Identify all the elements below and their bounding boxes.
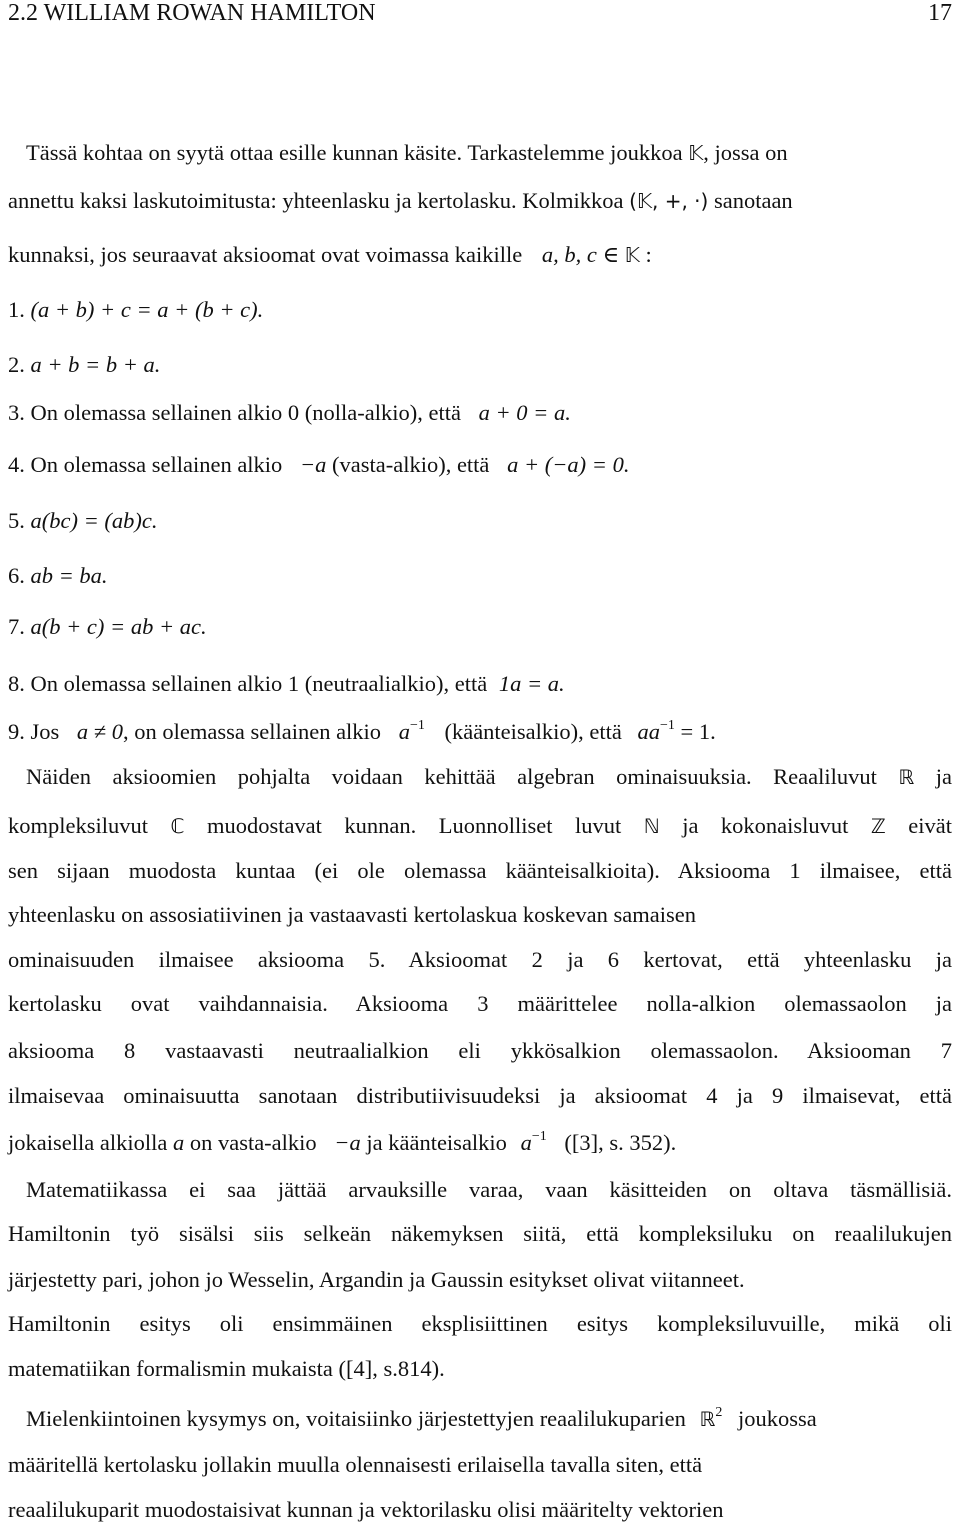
para1-line-5: ominaisuuden ilmaisee aksiooma 5. Aksioomat 2 ja 6 kertovat, että yhteenlasku ja (8, 947, 952, 972)
para2-line-5: matematiikan formalismin mukaista ([4], s.814). (8, 1356, 445, 1381)
axiom-formula: 1a = a. (498, 671, 565, 696)
axiom-8: 8. On olemassa sellainen alkio 1 (neutraalialkio), että 1a = a. (8, 671, 565, 696)
complex-symbol: ℂ (170, 814, 185, 838)
forall-vars: a, b, c (541, 242, 597, 267)
para1-line-4: yhteenlasku on assosiatiivinen ja vastaavasti kertolaskua koskevan samaisen (8, 902, 696, 927)
para1-line-9: jokaisella alkiolla a on vasta-alkio −a ja käänteisalkio $a^{-1}$ ([3], s. 352). (8, 1129, 677, 1155)
para1-line-7: aksiooma 8 vastaavasti neutraalialkion eli ykkösalkion olemassaolon. Aksiooman 7 (8, 1038, 952, 1063)
axiom-6: 6. ab = ba. (8, 563, 108, 588)
naturals-symbol: ℕ (643, 814, 660, 838)
axiom-1: 1. (a + b) + c = a + (b + c). (8, 297, 264, 322)
field-symbol: 𝕂 (688, 141, 704, 165)
intro-line-1: Tässä kohtaa on syytä ottaa esille kunnan käsite. Tarkastelemme joukkoa 𝕂, jossa on (26, 140, 788, 165)
axiom-formula: a + b = b + a. (30, 352, 161, 377)
para2-line-1: Matematiikassa ei saa jättää arvauksille varaa, vaan käsitteiden on oltava täsmällisiä. (26, 1177, 952, 1202)
axiom-formula: ab = ba. (30, 563, 108, 588)
intro-line-2: annettu kaksi laskutoimitusta: yhteenlasku ja kertolasku. Kolmikkoa (𝕂, +, ·) sanotaan (8, 188, 793, 213)
para1-line-1: Näiden aksioomien pohjalta voidaan kehittää algebran ominaisuuksia. Reaaliluvut ℝ ja (26, 764, 952, 789)
page-number: 17 (928, 0, 952, 26)
para2-line-2: Hamiltonin työ sisälsi siis selkeän näkemyksen siitä, että kompleksiluku on reaalilukujen (8, 1221, 952, 1246)
para3-line-3: reaalilukuparit muodostaisivat kunnan ja vektorilasku olisi määritelty vektorien (8, 1497, 724, 1522)
para1-line-8: ilmaisevaa ominaisuutta sanotaan distributiivisuudeksi ja aksioomat 4 ja 9 ilmaisevat, että (8, 1083, 952, 1108)
reals-symbol: ℝ (898, 765, 915, 789)
axiom-4: 4. On olemassa sellainen alkio −a (vasta-alkio), että a + (−a) = 0. (8, 452, 630, 477)
axiom-3: 3. On olemassa sellainen alkio 0 (nolla-alkio), että a + 0 = a. (8, 400, 571, 425)
axiom-2: 2. a + b = b + a. (8, 352, 161, 377)
running-header: 2.2 WILLIAM ROWAN HAMILTON (8, 0, 376, 26)
para1-line-3: sen sijaan muodosta kuntaa (ei ole olemassa käänteisalkioita). Aksiooma 1 ilmaisee, että (8, 858, 952, 883)
intro-line-3: kunnaksi, jos seuraavat aksioomat ovat voimassa kaikille a, b, c ∈ 𝕂 : (8, 242, 652, 267)
axiom-formula: a(bc) = (ab)c. (30, 508, 158, 533)
axiom-formula: a + 0 = a. (478, 400, 571, 425)
axiom-formula: a + (−a) = 0. (507, 452, 630, 477)
field-triple: (𝕂, +, ·) (629, 189, 709, 213)
para2-line-3: järjestetty pari, johon jo Wesselin, Argandin ja Gaussin esitykset olivat viitanneet. (8, 1267, 745, 1292)
axiom-5: 5. a(bc) = (ab)c. (8, 508, 158, 533)
axiom-7: 7. a(b + c) = ab + ac. (8, 614, 207, 639)
axiom-formula: a(b + c) = ab + ac. (30, 614, 207, 639)
para3-line-2: määritellä kertolasku jollakin muulla olennaisesti erilaisella tavalla siten, että (8, 1452, 703, 1477)
integers-symbol: ℤ (870, 814, 886, 838)
axiom-formula: (a + b) + c = a + (b + c). (30, 297, 264, 322)
para2-line-4: Hamiltonin esitys oli ensimmäinen eksplisiittinen esitys kompleksiluvuille, mikä oli (8, 1311, 952, 1336)
para1-line-6: kertolasku ovat vaihdannaisia. Aksiooma 3 määrittelee nolla-alkion olemassaolon ja (8, 991, 952, 1016)
para3-line-1: Mielenkiintoinen kysymys on, voitaisiinko järjestettyjen reaalilukuparien ℝ$^2$ joukossa (26, 1405, 817, 1431)
axiom-9: 9. Jos a ≠ 0, on olemassa sellainen alkio $a^{-1}$ (käänteisalkio), että $aa^{-1} = 1$. (8, 718, 716, 744)
para1-line-2: kompleksiluvut ℂ muodostavat kunnan. Luonnolliset luvut ℕ ja kokonaisluvut ℤ eivät (8, 813, 953, 838)
reals-squared-symbol: ℝ (699, 1407, 716, 1431)
